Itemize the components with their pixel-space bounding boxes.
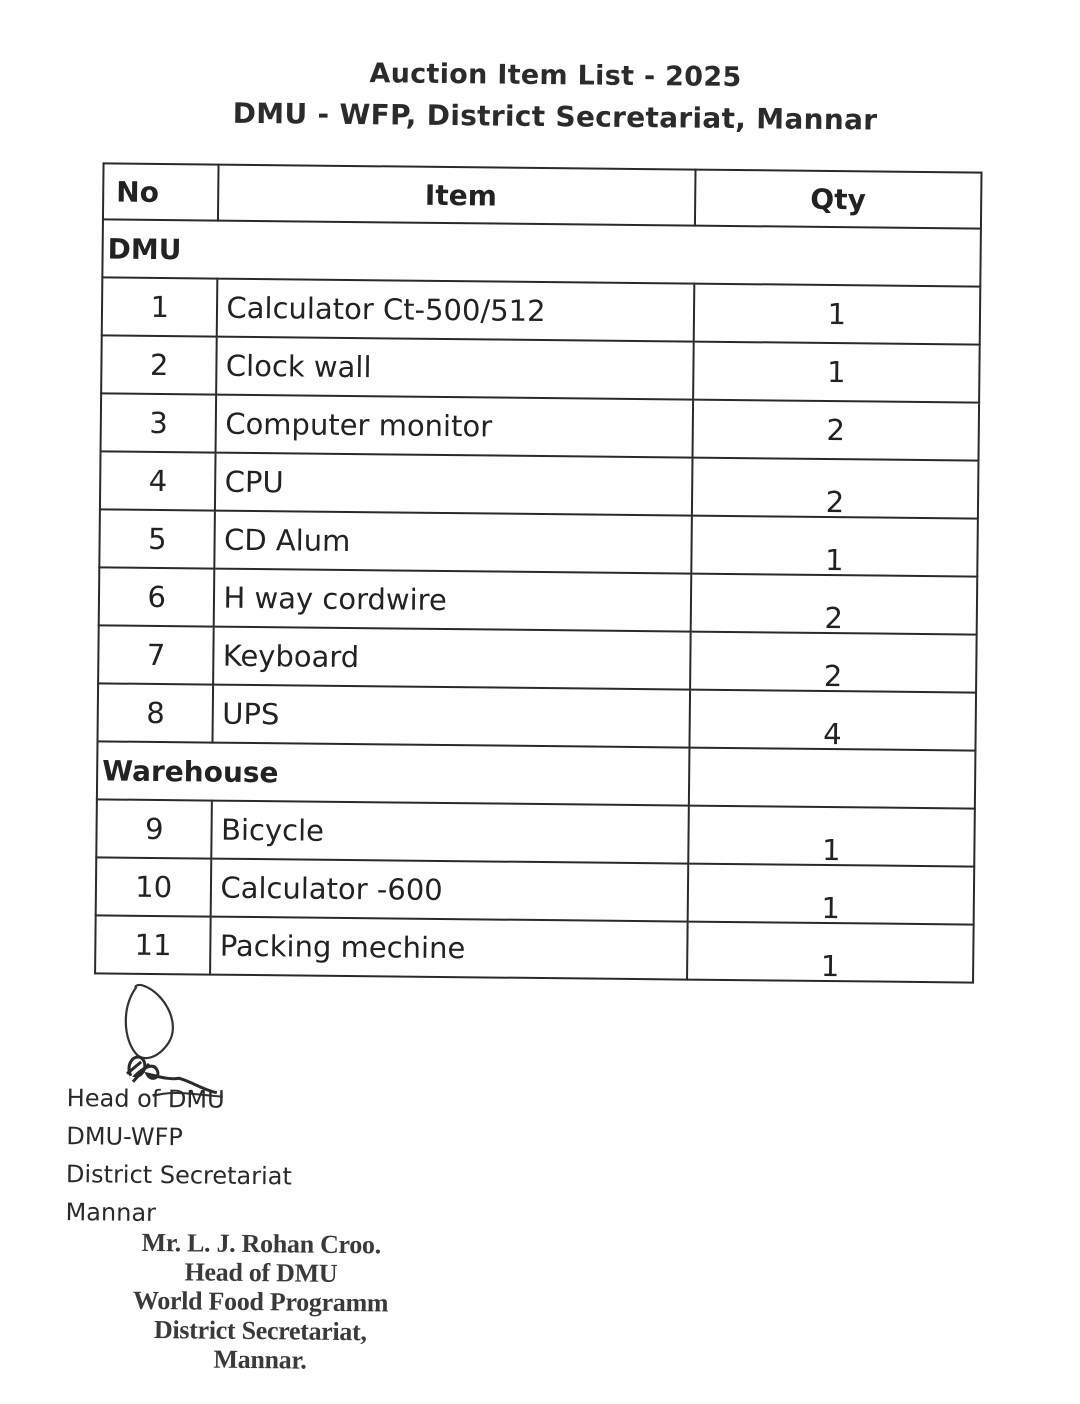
signatory-org: DMU-WFP [66,1122,183,1152]
table-row [100,451,979,518]
signatory-title: Head of DMU [66,1084,225,1114]
table-row [99,567,978,634]
row-item: H way cordwire [214,569,691,632]
row-qty-cell [689,690,976,751]
stamp-org: World Food Programm [132,1285,389,1318]
section-row-warehouse [97,741,976,808]
row-number: 1 [102,277,218,336]
table-row [99,509,978,576]
stamp-title: Head of DMU [184,1257,338,1288]
row-number: 5 [99,509,215,568]
table-row [96,799,975,866]
stamp-office: District Secretariat, [153,1314,367,1347]
row-qty: 2 [823,658,843,694]
column-header-item: Item [218,165,695,226]
row-qty: 1 [821,890,841,926]
column-header-no: No [103,163,219,220]
row-qty-cell [692,458,979,519]
row-qty: 2 [692,400,979,461]
row-item: Computer monitor [216,395,693,458]
row-qty: 2 [825,484,845,520]
empty-cell [689,748,976,809]
row-qty: 1 [820,948,840,984]
row-number: 11 [95,915,211,974]
signatory-office: District Secretariat [65,1160,293,1191]
auction-items-table [94,162,982,983]
row-qty: 1 [693,342,980,403]
row-number: 7 [98,625,214,684]
stamp-city: Mannar. [213,1344,307,1375]
row-number: 9 [96,799,212,858]
table-row [101,335,980,402]
signatory-block [65,1079,292,1233]
document-subtitle: DMU - WFP, District Secretariat, Mannar [232,96,878,137]
row-number: 10 [96,857,212,916]
official-stamp [110,1228,412,1376]
row-item: Clock wall [217,337,694,400]
document-title: Auction Item List - 2025 [369,58,742,94]
row-item: CD Alum [215,511,692,574]
stamp-name: Mr. L. J. Rohan Croo. [141,1227,382,1260]
row-item: Packing mechine [211,917,688,980]
table-header-row [103,163,982,228]
table-row [98,625,977,692]
table-row [95,915,974,982]
row-item: Calculator Ct-500/512 [217,279,694,342]
row-qty-cell [688,806,975,867]
row-item: UPS [213,685,690,748]
signatory-city: Mannar [65,1198,157,1228]
row-qty-cell [691,516,978,577]
row-qty: 4 [823,716,842,752]
row-qty-cell [690,574,977,635]
table-row [102,277,981,344]
row-qty: 1 [821,832,841,868]
row-number: 3 [101,393,217,452]
row-number: 4 [100,451,216,510]
section-label: DMU [102,219,981,286]
row-item: Keyboard [214,627,691,690]
table-row [101,393,980,460]
table-row [97,683,976,750]
section-label: Warehouse [97,741,689,805]
table-row [96,857,975,924]
row-item: Bicycle [212,801,689,864]
row-item: CPU [215,453,692,516]
row-qty: 2 [824,600,844,636]
row-number: 8 [97,683,213,742]
row-qty-cell [690,632,977,693]
row-qty-cell [687,922,974,983]
row-qty-cell [687,864,974,925]
row-qty: 1 [693,284,980,345]
column-header-qty: Qty [695,170,982,229]
row-number: 2 [101,335,217,394]
row-number: 6 [99,567,215,626]
row-item: Calculator -600 [211,859,688,922]
row-qty: 1 [824,542,844,578]
section-row-dmu [102,219,981,286]
